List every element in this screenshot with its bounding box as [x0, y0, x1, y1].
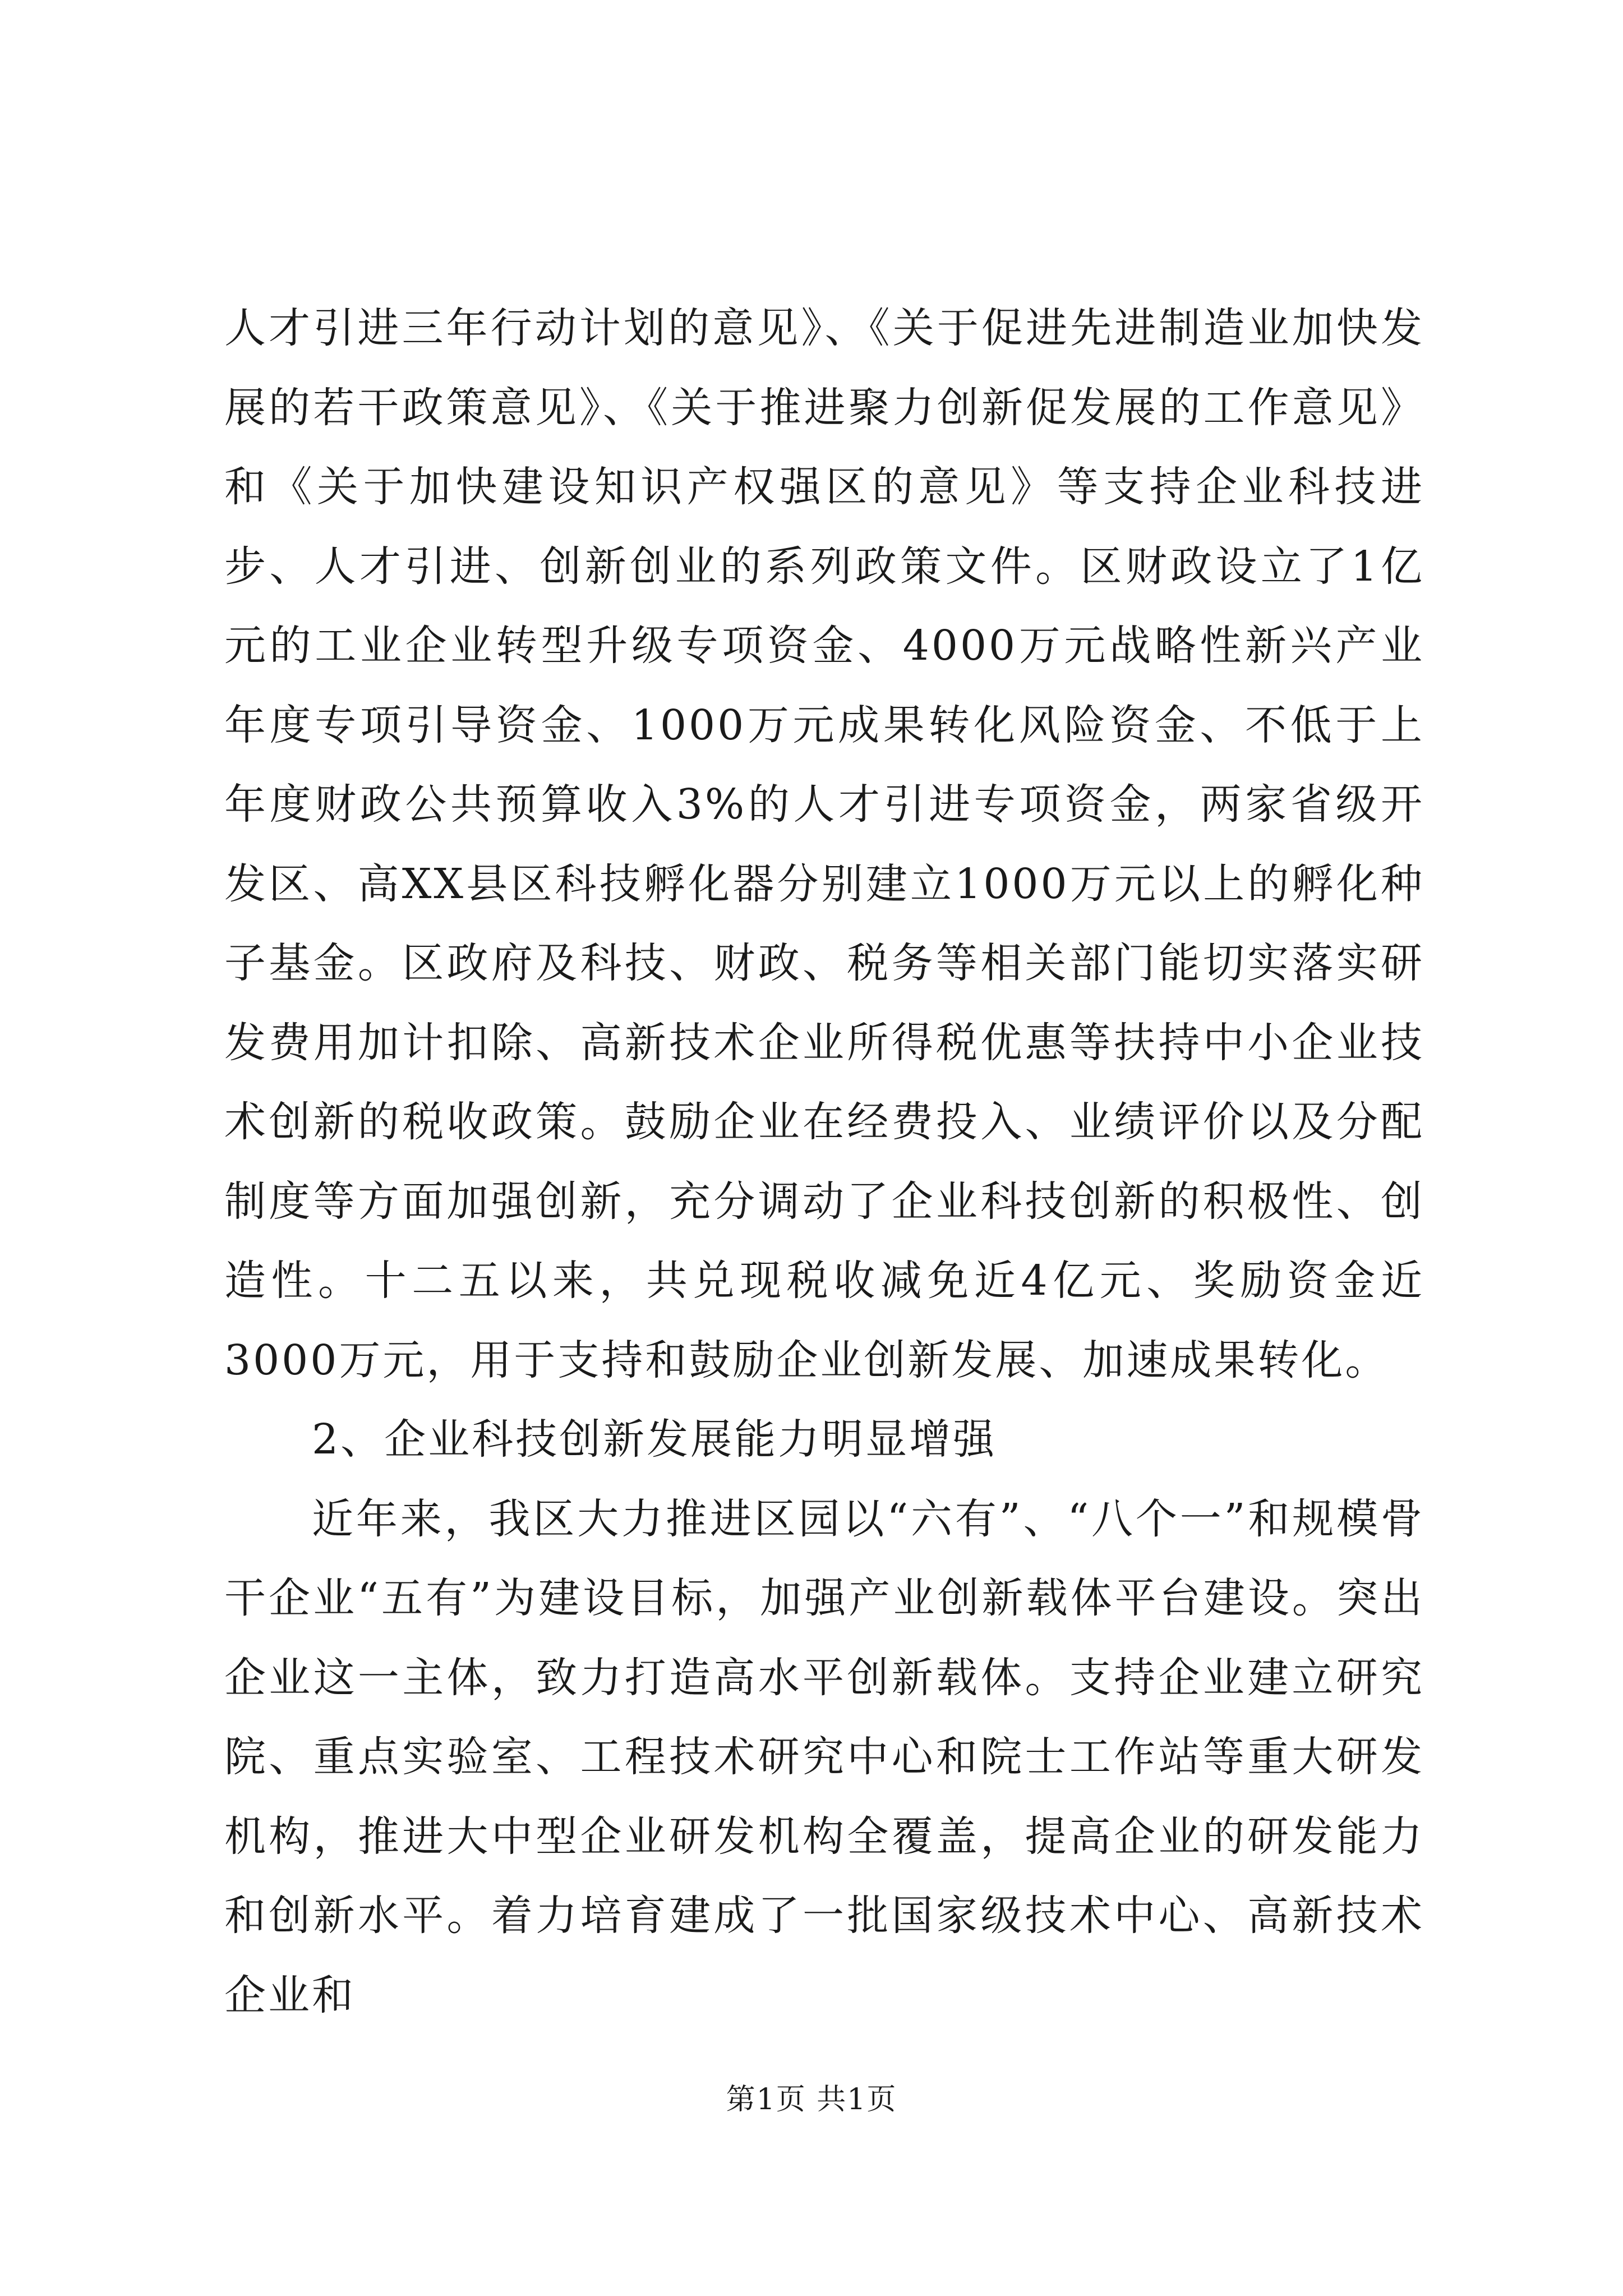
page-footer: 第1页 共1页	[726, 2083, 897, 2116]
document-body	[224, 289, 1424, 2035]
paragraph: 近年来，我区大力推进区园以“六有”、“八个一”和规模骨干企业“五有”为建设目标，加强产业创新载体平台建设。突出企业这一主体，致力打造高水平创新载体。支持企业建立研究院、重点实验室、工程技术研究中心和院士工作站等重大研发机构，推进大中型企业研发机构全覆盖，提高企业的研发能力和创新水平。着力培育建成了一批国家级技术中心、高新技术企业和	[224, 1494, 1424, 2019]
section-heading: 2、企业科技创新发展能力明显增强	[312, 1415, 997, 1464]
paragraph-continuation: 人才引进三年行动计划的意见》、《关于促进先进制造业加快发展的若干政策意见》、《关于推进聚力创新促发展的工作意见》和《关于加快建设知识产权强区的意见》等支持企业科技进步、人才引进、创新创业的系列政策文件。区财政设立了1亿元的工业企业转型升级专项资金、4000万元战略性新兴产业年度专项引导资金、1000万元成果转化风险资金、不低于上年度财政公共预算收入3%的人才引进专项资金，两家省级开发区、高XX县区科技孵化器分别建立1000万元以上的孵化种子基金。区政府及科技、财政、税务等相关部门能切实落实研发费用加计扣除、高新技术企业所得税优惠等扶持中小企业技术创新的税收政策。鼓励企业在经费投入、业绩评价以及分配制度等方面加强创新，充分调动了企业科技创新的积极性、创造性。十二五以来，共兑现税收减免近4亿元、奖励资金近3000万元，用于支持和鼓励企业创新发展、加速成果转化。	[224, 304, 1424, 1384]
